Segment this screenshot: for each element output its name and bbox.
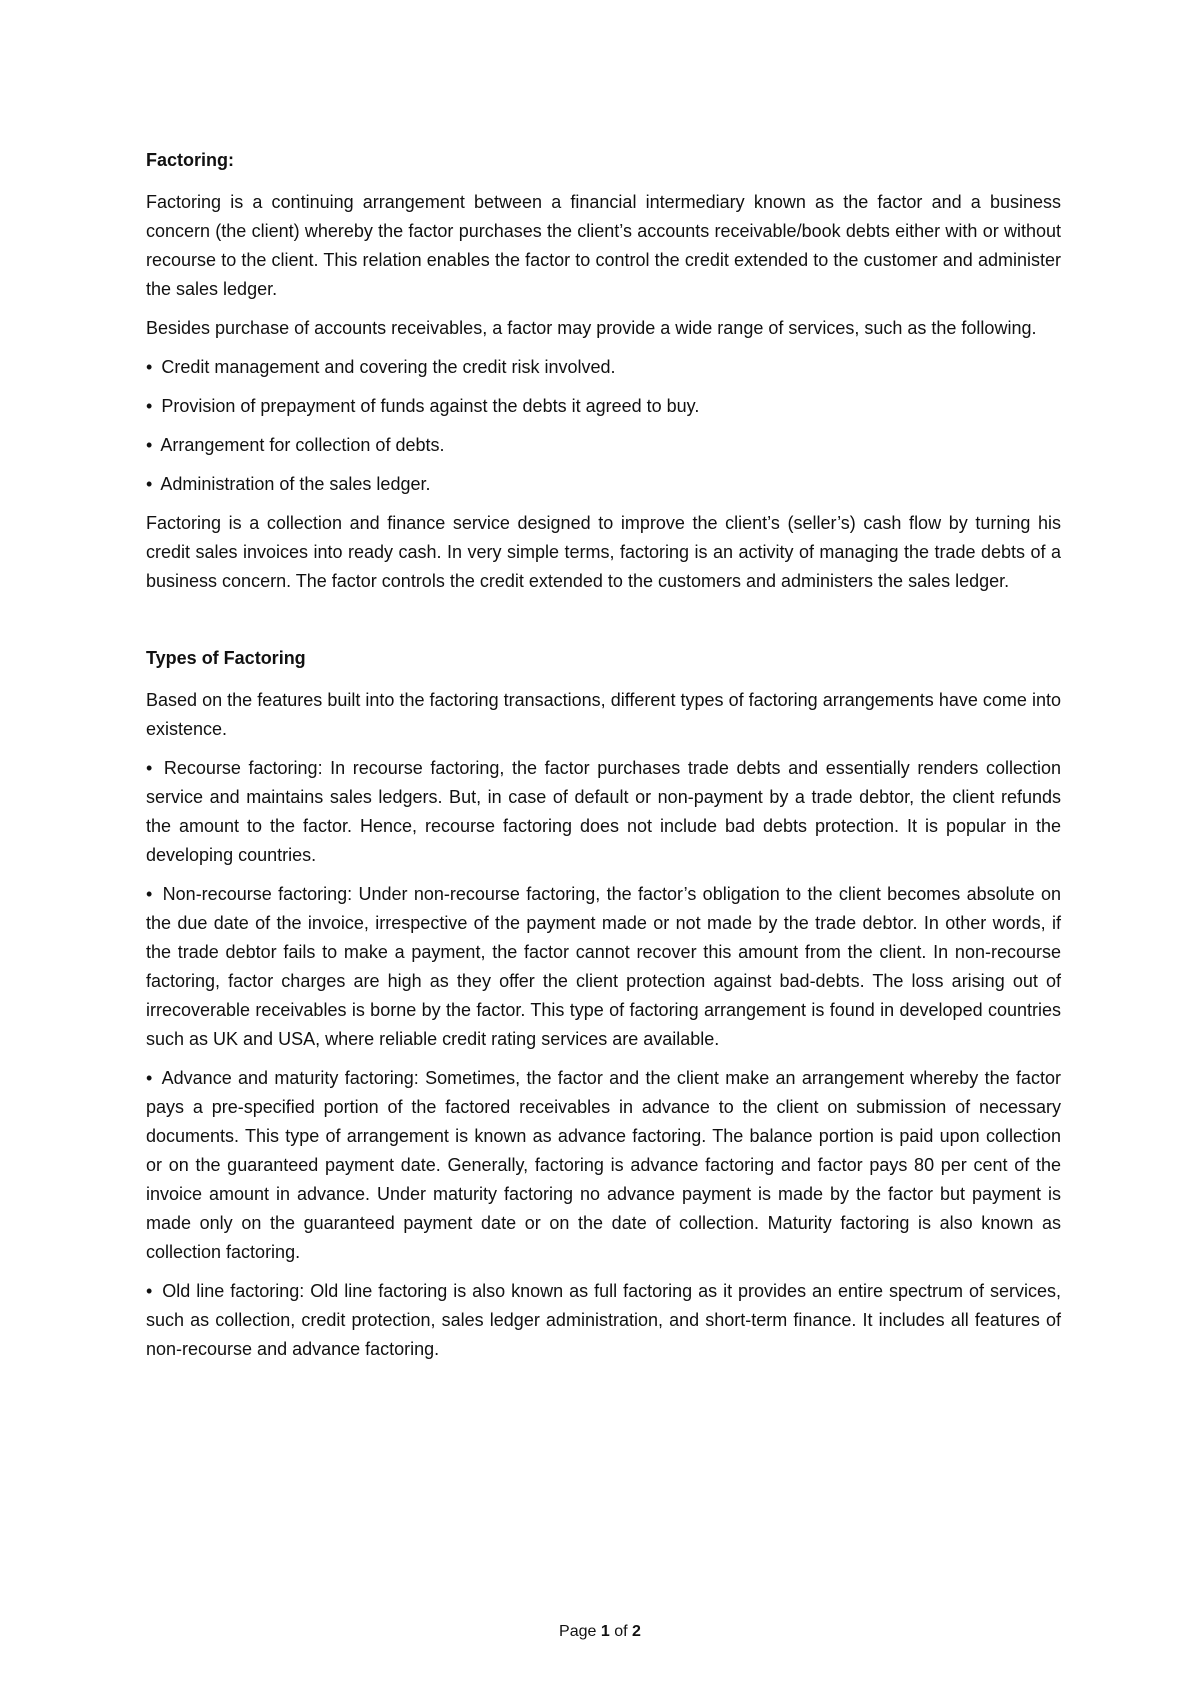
bullet-item-advance-maturity [146,1064,1061,1267]
bullet-glyph: • [146,357,153,377]
bullet-glyph: • [146,435,153,455]
bullet-item-recourse [146,754,1061,870]
page-label: Page [559,1623,597,1640]
bullet-item [146,431,1061,460]
page-of-label: of [614,1623,628,1640]
bullet-item-old-line [146,1277,1061,1364]
bullet-text: Recourse factoring: In recourse factoring, the factor purchases trade debts and essentially renders collection service and maintains sales ledgers. But, in case of default or non-payment by a trade debtor, the client refunds the amount to the factor. Hence, recourse factoring does not include bad debts protection. It is popular in the developing countries. [146,758,1061,865]
page-footer [0,1622,1200,1642]
section-spacer [146,606,1061,644]
bullet-glyph: • [146,1281,153,1301]
bullet-glyph: • [146,758,153,778]
bullet-text: Arrangement for collection of debts. [160,435,445,455]
paragraph-closing: Factoring is a collection and finance service designed to improve the client’s (seller’s) cash flow by turning his credit sales invoices into ready cash. In very simple terms, factoring is an activity of managing the trade debts of a business concern. The factor controls the credit extended to the customers and administers the sales ledger. [146,513,1061,591]
bullet-glyph: • [146,396,153,416]
bullet-glyph: • [146,1068,153,1088]
document-page [146,146,1061,1374]
page-total: 2 [632,1623,641,1640]
bullet-item [146,392,1061,421]
paragraph-definition: Factoring is a continuing arrangement between a financial intermediary known as the factor and a business concern (the client) whereby the factor purchases the client’s accounts receivable/book debts either with or without recourse to the client. This relation enables the factor to control the credit extended to the customer and administer the sales ledger. [146,192,1061,299]
paragraph-types-intro: Based on the features built into the factoring transactions, different types of factoring arrangements have come into existence. [146,690,1061,739]
paragraph-services-intro: Besides purchase of accounts receivables, a factor may provide a wide range of services, such as the following. [146,318,1037,338]
bullet-item-non-recourse [146,880,1061,1054]
bullet-text: Non-recourse factoring: Under non-recourse factoring, the factor’s obligation to the client becomes absolute on the due date of the invoice, irrespective of the payment made or not made by the trade debtor. In other words, if the trade debtor fails to make a payment, the factor cannot recover this amount from the client. In non-recourse factoring, factor charges are high as they offer the client protection against bad-debts. The loss arising out of irrecoverable receivables is borne by the factor. This type of factoring arrangement is found in developed countries such as UK and USA, where reliable credit rating services are available. [146,884,1061,1049]
section-heading-types: Types of Factoring [146,648,306,668]
bullet-item [146,470,1061,499]
bullet-glyph: • [146,474,153,494]
bullet-text: Old line factoring: Old line factoring is also known as full factoring as it provides an entire spectrum of services, such as collection, credit protection, sales ledger administration, and short-term finance. It includes all features of non-recourse and advance factoring. [146,1281,1061,1359]
bullet-text: Administration of the sales ledger. [160,474,431,494]
section-heading-factoring: Factoring: [146,150,234,170]
bullet-glyph: • [146,884,153,904]
page-current: 1 [600,1623,610,1640]
bullet-text: Advance and maturity factoring: Sometimes, the factor and the client make an arrangement whereby the factor pays a pre-specified portion of the factored receivables in advance to the client on submission of necessary documents. This type of arrangement is known as advance factoring. The balance portion is paid upon collection or on the guaranteed payment date. Generally, factoring is advance factoring and factor pays 80 per cent of the invoice amount in advance. Under maturity factoring no advance payment is made by the factor but payment is made only on the guaranteed payment date or on the date of collection. Maturity factoring is also known as collection factoring. [146,1068,1061,1262]
bullet-text: Provision of prepayment of funds against the debts it agreed to buy. [161,396,700,416]
bullet-item [146,353,1061,382]
bullet-text: Credit management and covering the credit risk involved. [161,357,616,377]
